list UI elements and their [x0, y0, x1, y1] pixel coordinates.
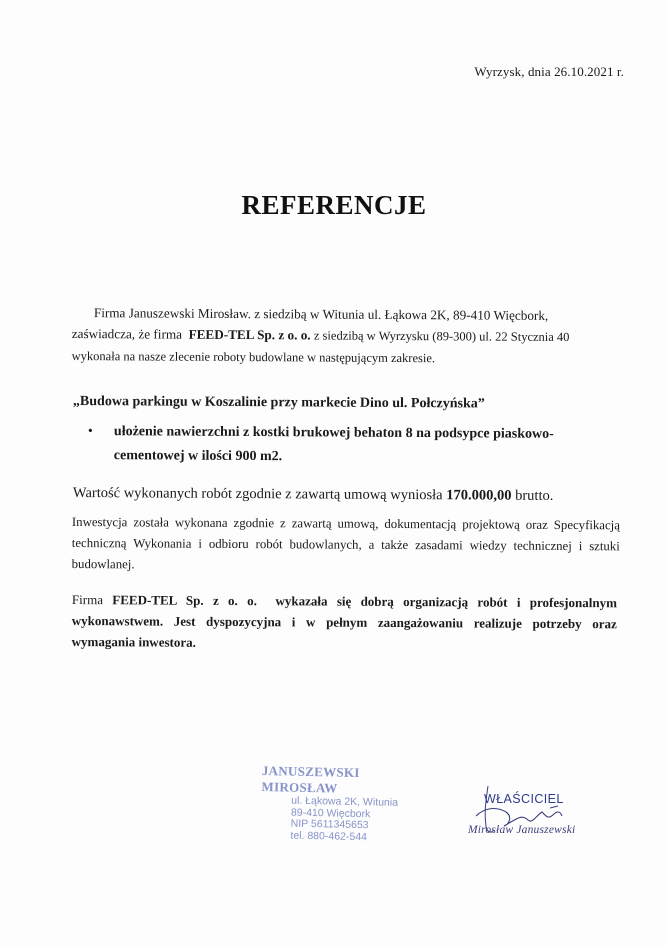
scope-bullet — [88, 420, 623, 471]
recommendation-company: FEED-TEL Sp. z o. o. — [112, 592, 257, 609]
intro-scope: wykonała na nasze zlecenie roboty budowlane w następującym zakresie. — [71, 348, 436, 366]
intro-issuer: Firma Januszewski Mirosław — [93, 305, 248, 322]
project-name: „Budowa parkingu w Koszalinie przy markecie Dino ul. Połczyńska” — [72, 394, 485, 412]
signature-role: WŁAŚCICIEL — [484, 792, 564, 806]
signature-name: Mirosław Januszewski — [468, 824, 576, 836]
recommendation-firm-label: Firma — [71, 591, 104, 608]
intro-paragraph — [72, 302, 620, 370]
value-amount: 170.000,00 — [446, 487, 512, 504]
company-stamp — [260, 763, 432, 845]
recommendation-paragraph — [72, 589, 617, 655]
intro-issuer-address: . z siedzibą w Witunia ul. Łąkowa 2K, 89-410 Więcbork, — [247, 306, 549, 323]
intro-company-name: FEED-TEL Sp. z o. o. — [188, 326, 311, 343]
value-label: Wartość wykonanych robót zgodnie z zawartą umową wyniosła — [72, 485, 443, 504]
bullet-text: ułożenie nawierzchni z kostki brukowej behaton 8 na podsypce piaskowo-cementowej w ilości 900 m2. — [113, 424, 554, 465]
signature-block — [466, 786, 616, 856]
stamp-address: ul. Łąkowa 2K, Witunia — [291, 794, 399, 809]
stamp-name: JANUSZEWSKI MIROSŁAW — [261, 763, 360, 796]
value-suffix: brutto. — [515, 487, 554, 504]
intro-company-address: z siedzibą w Wyrzysku (89-300) ul. 22 Stycznia 40 — [313, 328, 570, 345]
stamp-phone: tel. 880-462-544 — [290, 829, 368, 843]
stamp-nip: NIP 5611345653 — [290, 817, 369, 832]
intro-certifies: zaświadcza, że firma — [71, 325, 183, 342]
recommendation-text: wykazała się dobrą organizacją robót i profesjonalnym wykonawstwem. Jest dyspozycyjna i w pełnym zaangażowaniu realizuje potrzeby oraz wymagania inwestora. — [71, 593, 618, 650]
document-title: REFERENCJE — [241, 190, 427, 220]
bullet-dot: • — [87, 423, 93, 440]
contract-value — [73, 485, 613, 505]
place-and-date: Wyrzysk, dnia 26.10.2021 r. — [474, 64, 624, 79]
stamp-postal: 89-410 Więcbork — [290, 806, 371, 820]
compliance-paragraph: Inwestycja została wykonana zgodnie z zawartą umową, dokumentacją projektową oraz Specyfikacją techniczną Wykonania i odbioru robót budowlanych, a także zasadami wiedzy technicznej i sztuki budowlanej. — [71, 514, 620, 572]
